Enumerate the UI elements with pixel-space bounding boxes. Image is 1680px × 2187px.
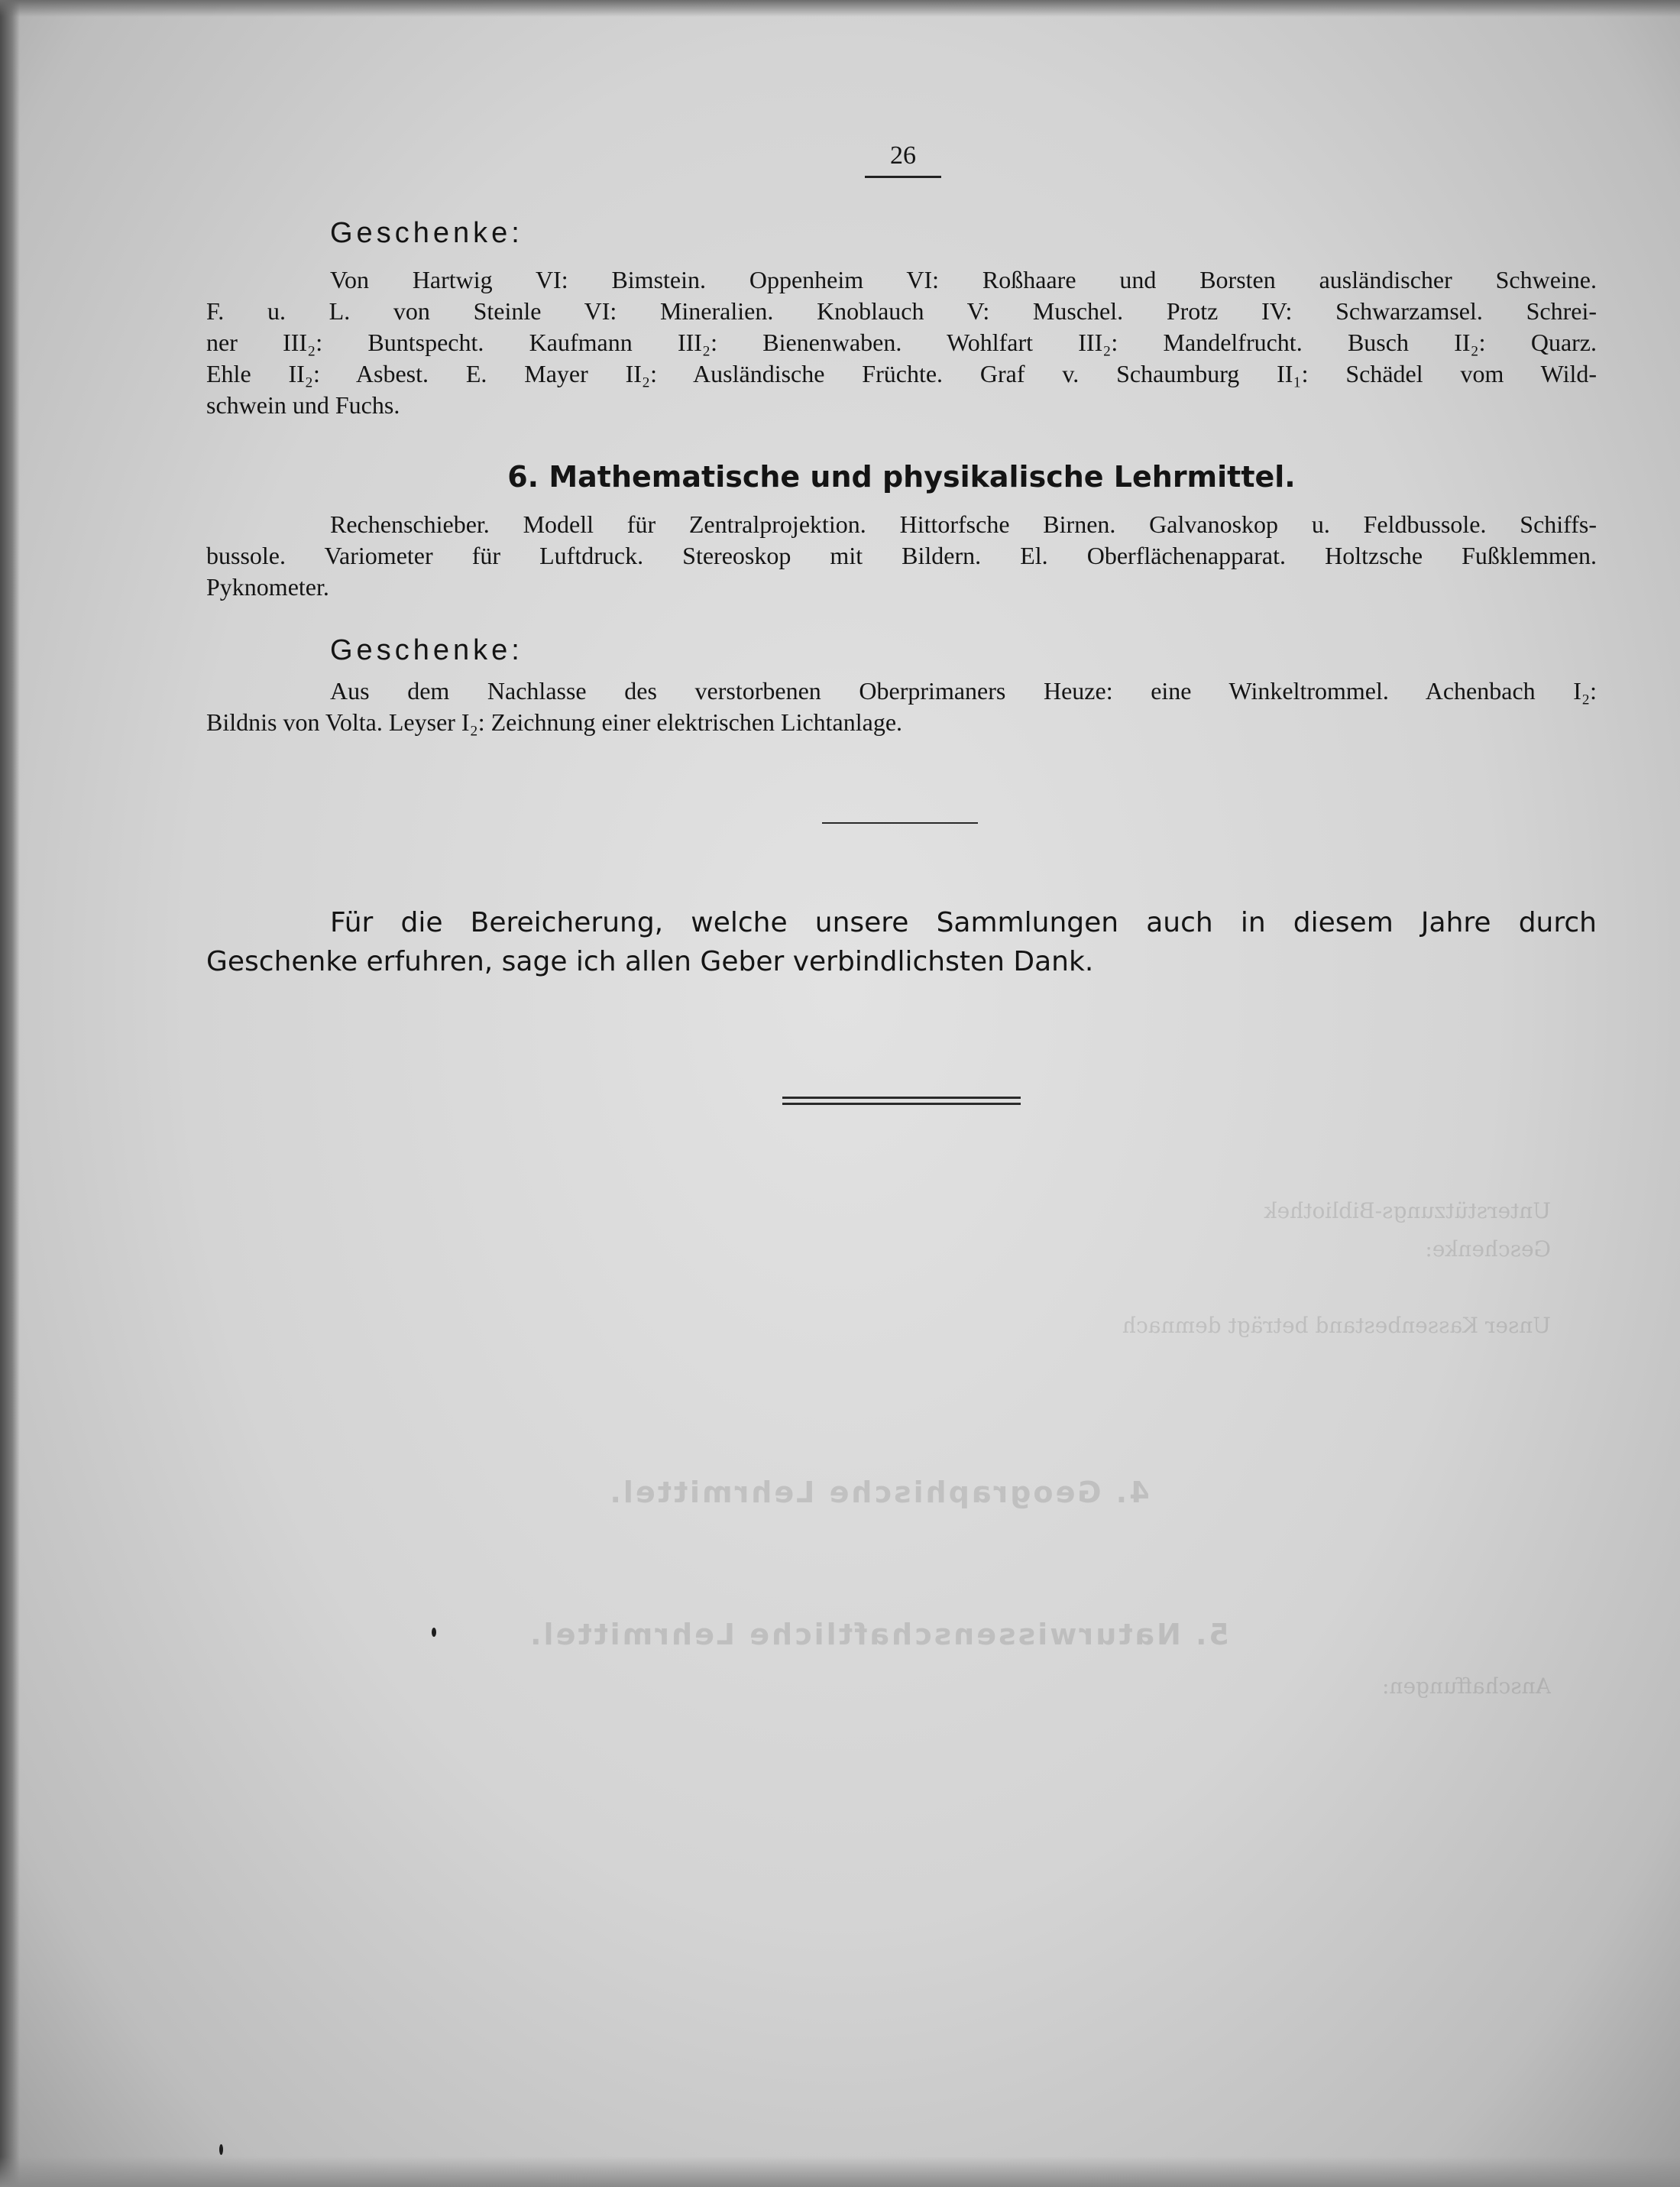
text-line: F. u. L. von Steinle VI: Mineralien. Knoblauch V: Muschel. Protz IV: Schwarzamsel. Schrei- — [206, 297, 1597, 325]
end-divider-top — [782, 1097, 1021, 1099]
bleed-heading: 4. Geographische Lehrmittel. — [607, 1476, 1150, 1509]
text-line: Bildnis von Volta. Leyser I₂: Zeichnung einer elektrischen Lichtanlage. — [206, 708, 903, 736]
gifts-label-1: Geschenke: — [330, 217, 523, 249]
bleed-line — [206, 1563, 1551, 1602]
section-heading-mathematische-lehrmittel: 6. Mathematische und physikalische Lehrmittel. — [507, 460, 1296, 494]
bleed-line: Unser Kassenbestand beträgt demnach — [1122, 1313, 1551, 1338]
bleed-line — [206, 1383, 1551, 1421]
text-line: Aus dem Nachlasse des verstorbenen Oberprimaners Heuze: eine Winkeltrommel. Achenbach I₂: — [330, 677, 1597, 705]
bleed-line: Geschenke: — [1425, 1236, 1551, 1262]
ink-speck — [432, 1628, 436, 1637]
gifts-paragraph-1 — [206, 264, 1597, 421]
bleed-heading: 5. Naturwissenschaftliche Lehrmittel. — [528, 1618, 1229, 1651]
gifts-label-2: Geschenke: — [330, 634, 523, 666]
text-line: Ehle II₂: Asbest. E. Mayer II₂: Ausländische Früchte. Graf v. Schaumburg II₁: Schädel vom Wild- — [206, 360, 1597, 387]
scan-edge-left — [0, 0, 20, 2187]
text-line: Für die Bereicherung, welche unsere Sammlungen auch in diesem Jahre durch — [330, 907, 1597, 938]
gifts-paragraph-2 — [206, 676, 1597, 738]
bleed-line — [206, 1421, 1551, 1460]
bleed-line — [206, 1268, 1551, 1307]
closing-paragraph — [206, 903, 1597, 981]
text-line: Geschenke erfuhren, sage ich allen Geber verbindlichsten Dank. — [206, 946, 1094, 977]
scan-edge-top — [0, 0, 1680, 17]
ink-speck — [219, 2144, 223, 2155]
bleed-through-text — [206, 1192, 1551, 1706]
end-divider-bottom — [782, 1103, 1021, 1105]
text-line: bussole. Variometer für Luftdruck. Stereoskop mit Bildern. El. Oberflächenapparat. Holtzsche Fußklemmen. — [206, 542, 1597, 569]
bleed-line: Unterstützungs-Bibliothek — [1264, 1198, 1551, 1223]
text-line: Pyknometer. — [206, 573, 329, 601]
bleed-line — [206, 1525, 1551, 1563]
section-6-paragraph — [206, 509, 1597, 603]
text-line: Rechenschieber. Modell für Zentralprojektion. Hittorfsche Birnen. Galvanoskop u. Feldbussole. Schiffs- — [330, 510, 1597, 538]
page-number-underline — [865, 176, 941, 178]
bleed-line — [206, 1345, 1551, 1383]
text-line: schwein und Fuchs. — [206, 391, 400, 419]
page-number: 26 — [890, 141, 916, 170]
text-line: Von Hartwig VI: Bimstein. Oppenheim VI: Roßhaare und Borsten ausländischer Schweine. — [330, 266, 1597, 293]
section-divider — [822, 822, 978, 824]
text-line: ner III₂: Buntspecht. Kaufmann III₂: Bienenwaben. Wohlfart III₂: Mandelfrucht. Busch II₂: Quarz. — [206, 329, 1597, 356]
scan-edge-bottom — [0, 2156, 1680, 2187]
bleed-line: Anschaffungen: — [1382, 1673, 1551, 1699]
